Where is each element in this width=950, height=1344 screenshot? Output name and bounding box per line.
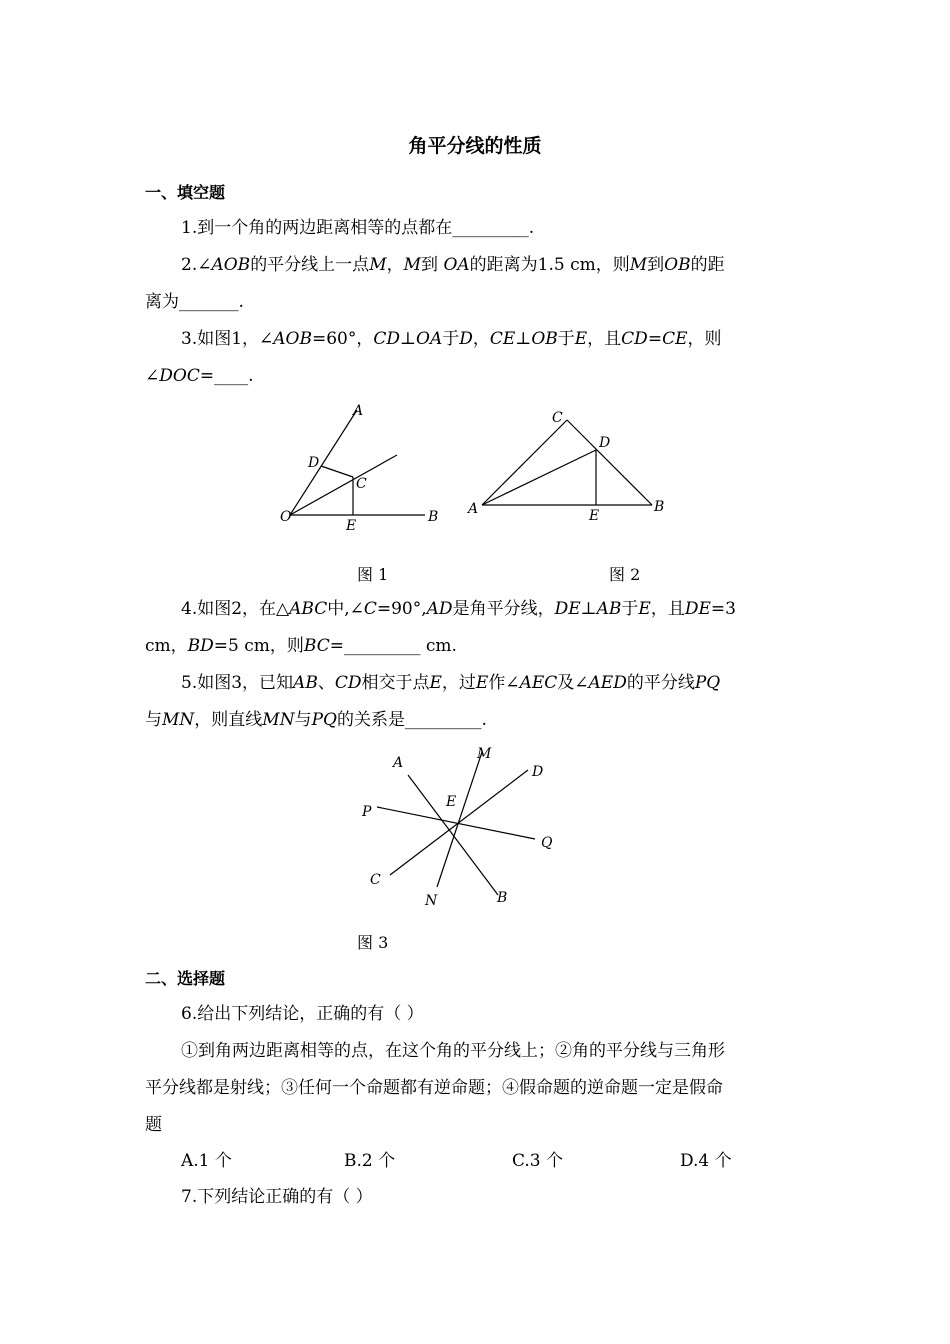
question-2-line-1: 2.∠AOB的平分线上一点M，M到 OA的距离为1.5 cm，则M到OB的距 bbox=[181, 255, 725, 275]
label-d: D bbox=[599, 435, 611, 451]
question-5-line-1: 5.如图3，已知AB、CD相交于点E，过E作∠AEC及∠AED的平分线PQ bbox=[181, 673, 721, 693]
label-c: C bbox=[552, 410, 563, 426]
label-b: B bbox=[654, 499, 665, 515]
question-1: 1.到一个角的两边距离相等的点都在_________. bbox=[181, 218, 535, 238]
ray-oa bbox=[290, 410, 357, 515]
figure-2-diagram bbox=[462, 400, 677, 530]
label-o: O bbox=[280, 509, 292, 525]
label-e: E bbox=[346, 518, 357, 534]
label-e: E bbox=[446, 794, 457, 810]
question-3-line-1: 3.如图1，∠AOB=60°，CD⊥OA于D，CE⊥OB于E，且CD=CE，则 bbox=[181, 329, 722, 349]
label-e: E bbox=[589, 508, 600, 524]
question-4-line-2: cm，BD=5 cm，则BC=_________ cm. bbox=[145, 636, 457, 656]
question-6-line-3: 题 bbox=[145, 1115, 162, 1135]
section-heading-choice: 二、选择题 bbox=[145, 969, 226, 988]
figure-1-diagram bbox=[270, 395, 450, 540]
question-6-option-c: C.3 个 bbox=[512, 1151, 564, 1171]
label-a: A bbox=[353, 403, 364, 419]
label-q: Q bbox=[541, 835, 553, 851]
label-b: B bbox=[428, 509, 439, 525]
segment-ad bbox=[482, 450, 596, 505]
figure-1-caption: 图 1 bbox=[357, 565, 389, 584]
label-d: D bbox=[308, 455, 320, 471]
label-b: B bbox=[497, 890, 508, 906]
page-title: 角平分线的性质 bbox=[408, 135, 542, 157]
section-heading-fill: 一、填空题 bbox=[145, 183, 226, 202]
ray-oc bbox=[290, 455, 397, 515]
question-6-line-1: ①到角两边距离相等的点，在这个角的平分线上；②角的平分线与三角形 bbox=[181, 1041, 725, 1061]
label-a: A bbox=[468, 501, 479, 517]
question-6-stem: 6.给出下列结论，正确的有（ ） bbox=[181, 1004, 424, 1024]
question-6-option-a: A.1 个 bbox=[181, 1151, 232, 1171]
question-4-line-1: 4.如图2，在△ABC中,∠C=90°,AD是角平分线，DE⊥AB于E，且DE=3 bbox=[181, 599, 736, 619]
question-5-line-2: 与MN，则直线MN与PQ的关系是_________. bbox=[145, 710, 487, 730]
label-c: C bbox=[370, 872, 381, 888]
figure-3-caption: 图 3 bbox=[357, 933, 389, 952]
side-cb bbox=[567, 420, 652, 505]
question-6-line-2: 平分线都是射线；③任何一个命题都有逆命题；④假命题的逆命题一定是假命 bbox=[145, 1078, 723, 1098]
question-6-option-d: D.4 个 bbox=[680, 1151, 732, 1171]
question-6-option-b: B.2 个 bbox=[344, 1151, 396, 1171]
question-2-line-2: 离为_______. bbox=[145, 292, 244, 312]
label-d: D bbox=[532, 764, 544, 780]
figure-3-diagram bbox=[355, 740, 565, 915]
label-a: A bbox=[393, 755, 404, 771]
figure-2-caption: 图 2 bbox=[609, 565, 641, 584]
line-ab bbox=[408, 775, 498, 895]
label-m: M bbox=[477, 746, 492, 762]
side-ac bbox=[482, 420, 567, 505]
label-c: C bbox=[356, 476, 367, 492]
label-n: N bbox=[425, 893, 438, 909]
label-p: P bbox=[362, 804, 372, 820]
question-7-stem: 7.下列结论正确的有（ ） bbox=[181, 1187, 373, 1207]
question-3-line-2: ∠DOC=____. bbox=[145, 366, 254, 386]
line-mn bbox=[437, 752, 482, 887]
line-pq bbox=[377, 807, 535, 839]
segment-cd bbox=[321, 466, 353, 477]
